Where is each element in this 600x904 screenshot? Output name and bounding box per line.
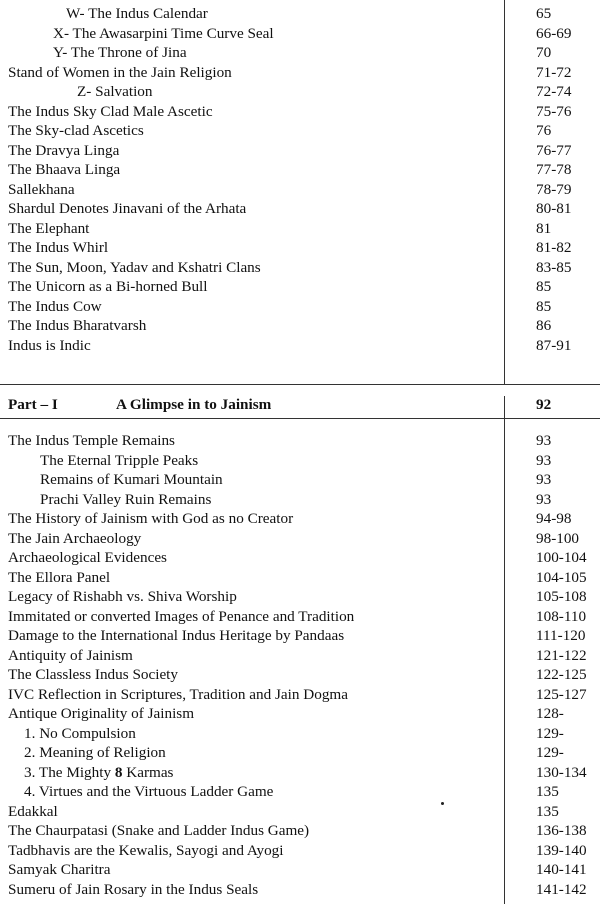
toc-entry-title: The Elephant bbox=[8, 219, 90, 237]
toc-entry-title: The Indus Cow bbox=[8, 297, 102, 315]
part-page-number: 92 bbox=[536, 396, 552, 413]
toc-entry bbox=[0, 451, 600, 471]
toc-entry-title: 1. No Compulsion bbox=[24, 724, 136, 742]
toc-entry-page: 76 bbox=[536, 122, 552, 139]
toc-entry-title: The History of Jainism with God as no Creator bbox=[8, 510, 294, 527]
toc-entry-page: 128- bbox=[536, 705, 564, 722]
toc-entry-page: 86 bbox=[536, 317, 552, 334]
toc-entry-page: 70 bbox=[536, 44, 552, 61]
toc-entry bbox=[0, 43, 600, 63]
toc-entry bbox=[0, 219, 600, 239]
toc-entry-page: 81 bbox=[536, 219, 552, 237]
toc-entry-page: 136-138 bbox=[536, 822, 587, 839]
toc-entry bbox=[0, 704, 600, 724]
toc-entry-title: Sumeru of Jain Rosary in the Indus Seals bbox=[8, 880, 259, 898]
toc-entry bbox=[0, 102, 600, 122]
toc-entry bbox=[0, 24, 600, 44]
toc-entry-title: The Sun, Moon, Yadav and Kshatri Clans bbox=[8, 258, 261, 276]
toc-entry-page: 81-82 bbox=[536, 239, 572, 256]
toc-entry bbox=[0, 548, 600, 568]
speck-mark bbox=[441, 802, 444, 805]
toc-entry-page: 122-125 bbox=[536, 666, 587, 683]
toc-entry-page: 85 bbox=[536, 297, 552, 315]
toc-entry bbox=[0, 509, 600, 529]
toc-entry bbox=[0, 490, 600, 510]
toc-entry bbox=[0, 277, 600, 297]
toc-entry-title: Stand of Women in the Jain Religion bbox=[8, 63, 232, 81]
toc-entry bbox=[0, 316, 600, 336]
toc-entry-title: Legacy of Rishabh vs. Shiva Worship bbox=[8, 588, 237, 605]
toc-entry-page: 105-108 bbox=[536, 588, 587, 605]
toc-entry-page: 108-110 bbox=[536, 607, 587, 625]
part-title: A Glimpse in to Jainism bbox=[116, 396, 272, 413]
toc-entry-page: 75-76 bbox=[536, 102, 572, 120]
toc-entry bbox=[0, 860, 600, 880]
toc-entry-title: The Eternal Tripple Peaks bbox=[40, 451, 199, 469]
toc-entry-title: Tadbhavis are the Kewalis, Sayogi and Ayogi bbox=[8, 841, 284, 859]
toc-entry bbox=[0, 763, 600, 783]
toc-entry-title: The Sky-clad Ascetics bbox=[8, 122, 144, 139]
toc-entry-title: The Chaurpatasi (Snake and Ladder Indus Game) bbox=[8, 822, 310, 839]
toc-entry-title: Antiquity of Jainism bbox=[8, 646, 133, 664]
toc-entry-page: 66-69 bbox=[536, 24, 572, 42]
toc-entry-page: 94-98 bbox=[536, 510, 572, 527]
toc-entry-title: Prachi Valley Ruin Remains bbox=[40, 490, 212, 508]
toc-entry-page: 76-77 bbox=[536, 141, 572, 159]
toc-entry-title: 2. Meaning of Religion bbox=[24, 744, 166, 761]
toc-entry-title: Samyak Charitra bbox=[8, 861, 111, 878]
toc-section-2 bbox=[0, 431, 600, 899]
toc-entry-title-part: Karmas bbox=[122, 763, 174, 781]
toc-entry bbox=[0, 141, 600, 161]
toc-entry bbox=[0, 529, 600, 549]
toc-entry bbox=[0, 180, 600, 200]
toc-entry-page: 104-105 bbox=[536, 568, 587, 586]
part-label: Part – I bbox=[8, 396, 58, 413]
toc-entry-title: The Unicorn as a Bi-horned Bull bbox=[8, 278, 208, 295]
toc-entry-page: 129- bbox=[536, 744, 564, 761]
toc-entry bbox=[0, 568, 600, 588]
toc-entry-title: Z- Salvation bbox=[77, 83, 153, 100]
toc-entry bbox=[0, 841, 600, 861]
toc-entry bbox=[0, 82, 600, 102]
toc-entry-title: Archaeological Evidences bbox=[8, 549, 167, 566]
toc-entry-title: Shardul Denotes Jinavani of the Arhata bbox=[8, 200, 247, 217]
toc-entry-page: 100-104 bbox=[536, 549, 587, 566]
toc-entry-title: 4. Virtues and the Virtuous Ladder Game bbox=[24, 783, 274, 800]
toc-entry-page: 121-122 bbox=[536, 646, 587, 664]
toc-entry bbox=[0, 199, 600, 219]
toc-section-1 bbox=[0, 4, 600, 355]
toc-entry-title bbox=[24, 763, 173, 783]
toc-entry-page: 77-78 bbox=[536, 161, 572, 178]
toc-entry-page: 93 bbox=[536, 432, 552, 449]
toc-entry-page: 85 bbox=[536, 278, 552, 295]
toc-entry bbox=[0, 121, 600, 141]
toc-entry-title: Sallekhana bbox=[8, 180, 75, 198]
toc-entry-title: The Dravya Linga bbox=[8, 141, 120, 159]
toc-entry-page: 78-79 bbox=[536, 180, 572, 198]
toc-entry-page: 93 bbox=[536, 471, 552, 488]
toc-entry-title: Edakkal bbox=[8, 802, 58, 820]
toc-entry bbox=[0, 821, 600, 841]
toc-entry-page: 125-127 bbox=[536, 685, 587, 703]
toc-entry-page: 140-141 bbox=[536, 861, 587, 878]
toc-entry-title: Remains of Kumari Mountain bbox=[40, 471, 223, 488]
toc-entry bbox=[0, 685, 600, 705]
toc-entry bbox=[0, 4, 600, 24]
toc-entry bbox=[0, 470, 600, 490]
toc-entry-title: The Indus Temple Remains bbox=[8, 432, 175, 449]
toc-entry-title: The Indus Bharatvarsh bbox=[8, 317, 147, 334]
toc-entry bbox=[0, 743, 600, 763]
toc-entry bbox=[0, 880, 600, 900]
toc-entry-page: 65 bbox=[536, 5, 552, 22]
toc-entry bbox=[0, 336, 600, 356]
part-divider-bottom bbox=[0, 418, 600, 419]
toc-entry bbox=[0, 297, 600, 317]
toc-entry bbox=[0, 724, 600, 744]
toc-entry bbox=[0, 802, 600, 822]
toc-entry-title-bold: 8 bbox=[114, 763, 123, 781]
toc-entry-page: 141-142 bbox=[536, 880, 587, 898]
toc-entry-title: Indus is Indic bbox=[8, 336, 91, 354]
toc-entry-page: 80-81 bbox=[536, 200, 572, 217]
toc-entry-page: 98-100 bbox=[536, 529, 580, 547]
toc-entry-page: 93 bbox=[536, 451, 552, 469]
toc-entry-page: 71-72 bbox=[536, 63, 572, 81]
toc-entry bbox=[0, 587, 600, 607]
toc-entry bbox=[0, 431, 600, 451]
toc-entry bbox=[0, 782, 600, 802]
part-heading bbox=[0, 395, 600, 415]
toc-entry bbox=[0, 607, 600, 627]
toc-entry bbox=[0, 238, 600, 258]
toc-entry-page: 135 bbox=[536, 802, 559, 820]
toc-entry-title: The Classless Indus Society bbox=[8, 666, 178, 683]
toc-entry-title: Y- The Throne of Jina bbox=[53, 44, 187, 61]
toc-entry bbox=[0, 665, 600, 685]
toc-entry bbox=[0, 63, 600, 83]
toc-entry-title: X- The Awasarpini Time Curve Seal bbox=[53, 24, 274, 42]
toc-entry-title-part: 3. The Mighty bbox=[24, 763, 112, 781]
toc-entry-title: The Bhaava Linga bbox=[8, 161, 121, 178]
toc-entry-title: The Jain Archaeology bbox=[8, 529, 142, 547]
toc-entry-page: 93 bbox=[536, 490, 552, 508]
toc-entry-page: 111-120 bbox=[536, 627, 586, 644]
toc-entry-title: W- The Indus Calendar bbox=[66, 5, 208, 22]
toc-entry-title: The Indus Whirl bbox=[8, 239, 109, 256]
toc-entry bbox=[0, 626, 600, 646]
part-divider-top bbox=[0, 384, 600, 385]
toc-entry-page: 139-140 bbox=[536, 841, 587, 859]
toc-entry bbox=[0, 646, 600, 666]
toc-entry-page: 87-91 bbox=[536, 336, 572, 354]
toc-entry-page: 72-74 bbox=[536, 83, 572, 100]
toc-entry-title: Antique Originality of Jainism bbox=[8, 705, 195, 722]
toc-entry-title: Immitated or converted Images of Penance and Tradition bbox=[8, 607, 355, 625]
toc-entry-page: 130-134 bbox=[536, 763, 587, 781]
toc-entry bbox=[0, 160, 600, 180]
toc-entry-page: 135 bbox=[536, 783, 559, 800]
toc-entry-page: 83-85 bbox=[536, 258, 572, 276]
toc-entry-page: 129- bbox=[536, 724, 564, 742]
toc-entry bbox=[0, 258, 600, 278]
toc-entry-title: IVC Reflection in Scriptures, Tradition and Jain Dogma bbox=[8, 685, 348, 703]
toc-entry-title: Damage to the International Indus Heritage by Pandaas bbox=[8, 627, 345, 644]
toc-entry-title: The Ellora Panel bbox=[8, 568, 111, 586]
toc-entry-title: The Indus Sky Clad Male Ascetic bbox=[8, 102, 213, 120]
